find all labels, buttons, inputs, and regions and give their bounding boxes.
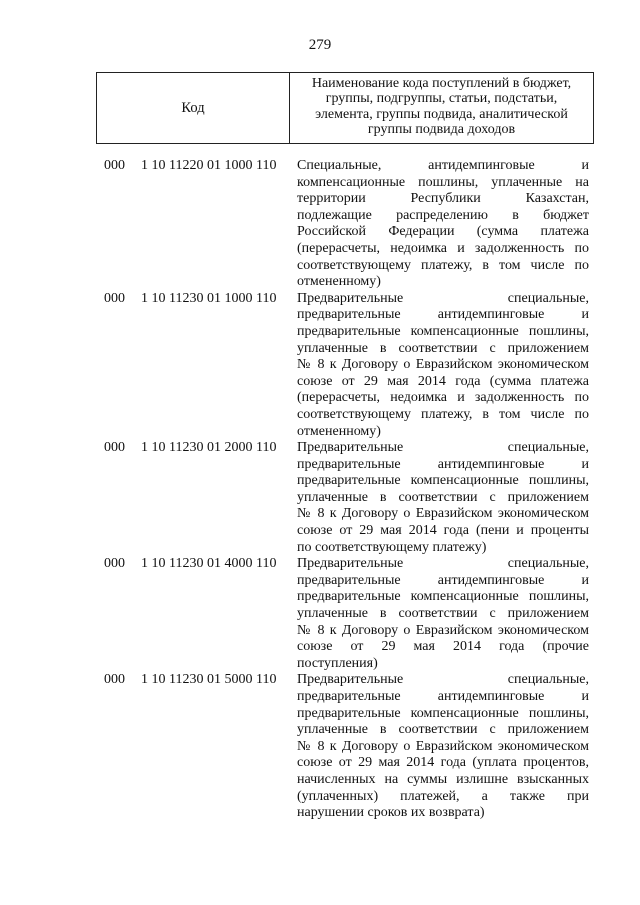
description-line: предварительные компенсационные пошлины,	[297, 323, 589, 339]
revenue-code: 1 10 11230 01 5000 110	[141, 672, 277, 688]
header-line: группы, подгруппы, статьи, подстатьи,	[325, 91, 558, 107]
header-line: элемента, группы подвида, аналитической	[315, 106, 568, 122]
admin-code: 000	[104, 556, 125, 572]
revenue-description	[297, 672, 589, 821]
page-number: 279	[308, 37, 332, 53]
description-line: соответствующему платежу, в том числе по	[297, 257, 589, 273]
admin-code: 000	[104, 158, 125, 173]
description-line: (уплаченных) платежей, а также при	[297, 788, 589, 804]
description-line: по соответствующему платежу)	[297, 539, 487, 555]
description-line: предварительные антидемпинговые и	[297, 456, 589, 472]
revenue-code: 1 10 11220 01 1000 110	[141, 158, 277, 173]
table-header	[96, 72, 594, 144]
table-row	[0, 556, 640, 672]
description-line: территории Республики Казахстан,	[297, 191, 589, 207]
description-line: союзе от 29 мая 2014 года (пени и проценты	[297, 523, 589, 539]
description-line: предварительные компенсационные пошлины,	[297, 473, 589, 489]
description-line: предварительные антидемпинговые и	[297, 689, 589, 704]
description-line: поступления)	[297, 655, 378, 671]
table-body	[0, 158, 640, 822]
header-line: Наименование кода поступлений в бюджет,	[311, 76, 572, 91]
description-line: уплаченные в соответствии с приложением	[297, 606, 589, 622]
description-line: уплаченные в соответствии с приложением	[297, 722, 589, 738]
description-line: компенсационные пошлины, уплаченные на	[297, 174, 589, 190]
description-line: № 8 к Договору о Евразийском экономическом	[297, 357, 589, 373]
admin-code: 000	[104, 290, 125, 306]
description-line: Предварительные специальные,	[297, 556, 589, 572]
description-line: союзе от 29 мая 2014 года (уплата процентов,	[297, 755, 589, 771]
description-line: № 8 к Договору о Евразийском экономическом	[297, 738, 589, 754]
description-line: Предварительные специальные,	[297, 290, 589, 306]
revenue-code: 1 10 11230 01 1000 110	[141, 290, 277, 306]
description-line: предварительные антидемпинговые и	[297, 307, 589, 323]
description-line: уплаченные в соответствии с приложением	[297, 340, 589, 356]
description-line: отмененному)	[297, 274, 381, 290]
table-row	[0, 291, 640, 440]
description-line: предварительные компенсационные пошлины,	[297, 705, 589, 721]
description-line: № 8 к Договору о Евразийском экономическом	[297, 506, 589, 522]
header-line: группы подвида доходов	[367, 122, 516, 138]
description-line: Российской Федерации (сумма платежа	[297, 224, 589, 240]
description-line: союзе от 29 мая 2014 года (прочие	[297, 639, 589, 655]
description-line: Предварительные специальные,	[297, 440, 589, 456]
description-line: (перерасчеты, недоимка и задолженность по	[297, 390, 589, 406]
admin-code: 000	[104, 672, 125, 688]
revenue-description	[297, 291, 589, 440]
table-row	[0, 672, 640, 821]
description-line: предварительные антидемпинговые и	[297, 572, 589, 588]
name-column-header	[290, 73, 593, 143]
description-line: уплаченные в соответствии с приложением	[297, 489, 589, 505]
description-line: подлежащие распределению в бюджет	[297, 207, 589, 223]
revenue-code: 1 10 11230 01 4000 110	[141, 556, 277, 572]
code-column-header: Код	[97, 73, 290, 143]
revenue-code: 1 10 11230 01 2000 110	[141, 440, 277, 456]
admin-code: 000	[104, 440, 125, 456]
description-line: союзе от 29 мая 2014 года (сумма платежа	[297, 373, 589, 389]
description-line: (перерасчеты, недоимка и задолженность по	[297, 240, 589, 256]
description-line: соответствующему платежу, в том числе по	[297, 406, 589, 422]
table-row	[0, 440, 640, 556]
description-line: нарушении сроков их возврата)	[297, 805, 485, 821]
description-line: начисленных на суммы излишне взысканных	[297, 771, 589, 787]
description-line: отмененному)	[297, 423, 381, 439]
description-line: Предварительные специальные,	[297, 672, 589, 688]
revenue-description	[297, 158, 589, 291]
description-line: предварительные компенсационные пошлины,	[297, 589, 589, 605]
table-row	[0, 158, 640, 291]
description-line: Специальные, антидемпинговые и	[297, 158, 589, 173]
description-line: № 8 к Договору о Евразийском экономическом	[297, 622, 589, 638]
revenue-description	[297, 556, 589, 672]
revenue-description	[297, 440, 589, 556]
